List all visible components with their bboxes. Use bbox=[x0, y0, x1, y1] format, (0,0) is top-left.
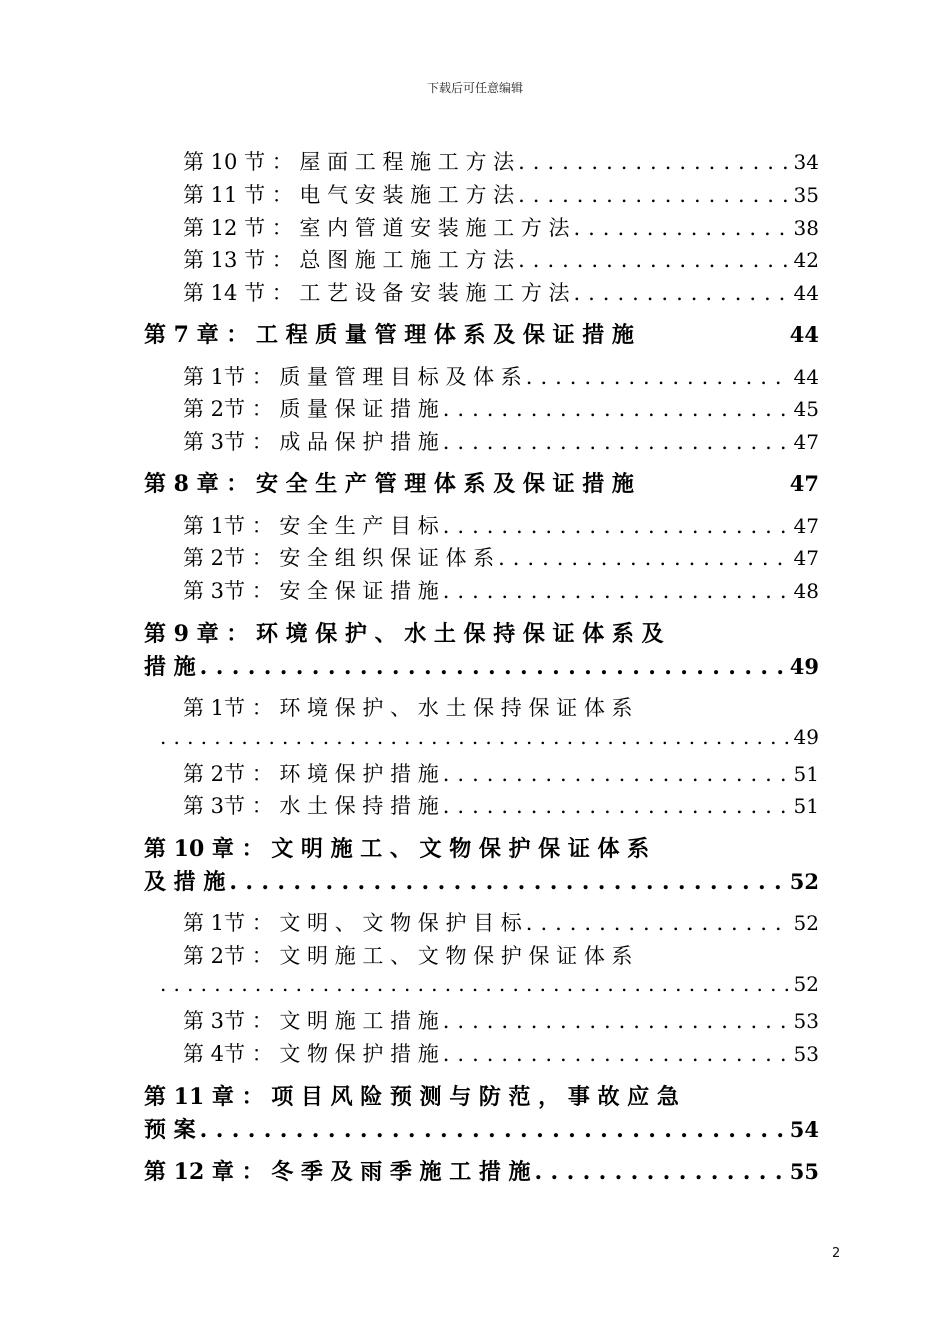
toc-entry-section[interactable] bbox=[183, 426, 819, 456]
toc-entry-section[interactable] bbox=[183, 212, 819, 242]
toc-leader-dots bbox=[229, 869, 783, 895]
toc-chapter-label: 第 10 章 ： 文 明 施 工 、 文 物 保 护 保 证 体 系 bbox=[144, 836, 650, 862]
toc-entry-label: 第 1节 ： 环 境 保 护 、 水 土 保 持 保 证 体 系 bbox=[183, 696, 633, 720]
toc-entry-chapter[interactable] bbox=[144, 617, 819, 648]
toc-entry-section[interactable] bbox=[183, 1005, 819, 1035]
toc-entry-chapter-continued[interactable] bbox=[144, 650, 819, 681]
toc-entry-section[interactable] bbox=[183, 244, 819, 274]
toc-entry-label: 第 12 节 ： 室 内 管 道 安 装 施 工 方 法 bbox=[183, 216, 570, 240]
toc-entry-section[interactable] bbox=[183, 1038, 819, 1068]
toc-leader-dots bbox=[498, 546, 787, 570]
toc-entry-label: 第 2节 ： 环 境 保 护 措 施 bbox=[183, 762, 439, 786]
toc-page-number: 47 bbox=[793, 546, 819, 570]
toc-page-number: 53 bbox=[793, 1009, 819, 1033]
toc-entry-section[interactable] bbox=[183, 361, 819, 391]
toc-page-number: 34 bbox=[793, 150, 819, 174]
toc-page-number: 49 bbox=[793, 725, 819, 749]
toc-leader-dots bbox=[443, 514, 788, 538]
toc-chapter-label: 第 7 章 ： 工 程 质 量 管 理 体 系 及 保 证 措 施 bbox=[144, 322, 634, 348]
toc-entry-chapter[interactable] bbox=[144, 467, 819, 498]
toc-entry-section[interactable] bbox=[183, 277, 819, 307]
toc-chapter-label: 第 11 章 ： 项 目 风 险 预 测 与 防 范 ， 事 故 应 急 bbox=[144, 1084, 679, 1110]
toc-entry-label: 第 1节 ： 文 明 、 文 物 保 护 目 标 bbox=[183, 911, 522, 935]
toc-leader-dots bbox=[443, 1042, 788, 1066]
page-header: 下载后可任意编辑 bbox=[426, 81, 523, 95]
toc-entry-label: 第 1节 ： 安 全 生 产 目 标 bbox=[183, 514, 439, 538]
toc-chapter-label: 第 12 章 ： 冬 季 及 雨 季 施 工 措 施 bbox=[144, 1159, 531, 1185]
toc-entry-section[interactable] bbox=[183, 790, 819, 820]
toc-leader-dots bbox=[526, 365, 788, 389]
toc-leader-dots bbox=[443, 794, 788, 818]
toc-entry-section[interactable] bbox=[183, 575, 819, 605]
toc-entry-label: 第 10 节 ： 屋 面 工 程 施 工 方 法 bbox=[183, 150, 515, 174]
toc-leader-dots bbox=[574, 216, 788, 240]
toc-chapter-label: 及 措 施 bbox=[144, 869, 226, 895]
toc-leader-dots bbox=[443, 397, 788, 421]
toc-entry-label: 第 2节 ： 安 全 组 织 保 证 体 系 bbox=[183, 546, 495, 570]
toc-entry-label: 第 3节 ： 安 全 保 证 措 施 bbox=[183, 579, 439, 603]
toc-leader-dots bbox=[518, 248, 787, 272]
toc-page-number: 44 bbox=[793, 281, 819, 305]
toc-entry-section-continued[interactable] bbox=[160, 972, 819, 996]
toc-chapter-label: 第 8 章 ： 安 全 生 产 管 理 体 系 及 保 证 措 施 bbox=[144, 471, 634, 497]
toc-entry-section[interactable] bbox=[183, 510, 819, 540]
toc-entry-section-continued[interactable] bbox=[160, 725, 819, 749]
toc-entry-section[interactable] bbox=[183, 692, 819, 722]
toc-page-number: 47 bbox=[793, 430, 819, 454]
toc-page-number: 44 bbox=[793, 365, 819, 389]
toc-leader-dots bbox=[200, 1117, 784, 1143]
toc-entry-chapter-continued[interactable] bbox=[144, 1113, 819, 1144]
toc-leader-dots bbox=[535, 1159, 784, 1185]
toc-leader-dots bbox=[526, 911, 788, 935]
toc-entry-label: 第 13 节 ： 总 图 施 工 施 工 方 法 bbox=[183, 248, 515, 272]
toc-entry-chapter[interactable] bbox=[144, 1155, 819, 1186]
toc-page-number: 35 bbox=[793, 183, 819, 207]
toc-page-number: 49 bbox=[789, 654, 819, 679]
toc-leader-dots bbox=[443, 1009, 788, 1033]
toc-page-number: 55 bbox=[789, 1159, 819, 1184]
page-number: 2 bbox=[832, 1246, 841, 1261]
toc-leader-dots bbox=[518, 150, 787, 174]
toc-entry-label: 第 14 节 ： 工 艺 设 备 安 装 施 工 方 法 bbox=[183, 281, 570, 305]
toc-entry-section[interactable] bbox=[183, 758, 819, 788]
toc-page-number: 44 bbox=[789, 322, 819, 347]
toc-page-number: 53 bbox=[793, 1042, 819, 1066]
toc-entry-label: 第 3节 ： 成 品 保 护 措 施 bbox=[183, 430, 439, 454]
toc-leader-dots bbox=[574, 281, 788, 305]
toc-page-number: 47 bbox=[793, 514, 819, 538]
toc-entry-chapter[interactable] bbox=[144, 318, 819, 349]
toc-chapter-label: 预 案 bbox=[144, 1117, 196, 1143]
toc-entry-section[interactable] bbox=[183, 542, 819, 572]
toc-leader-dots bbox=[160, 972, 794, 996]
toc-page-number: 52 bbox=[789, 869, 819, 894]
toc-entry-label: 第 11 节 ： 电 气 安 装 施 工 方 法 bbox=[183, 183, 515, 207]
toc-chapter-label: 措 施 bbox=[144, 654, 196, 680]
toc-page-number: 51 bbox=[793, 762, 819, 786]
toc-page-number: 48 bbox=[793, 579, 819, 603]
toc-entry-section[interactable] bbox=[183, 179, 819, 209]
toc-entry-section[interactable] bbox=[183, 907, 819, 937]
toc-entry-chapter[interactable] bbox=[144, 832, 819, 863]
toc-leader-dots bbox=[200, 654, 784, 680]
toc-leader-dots bbox=[443, 579, 788, 603]
toc-entry-label: 第 1节 ： 质 量 管 理 目 标 及 体 系 bbox=[183, 365, 522, 389]
toc-page-number: 52 bbox=[793, 911, 819, 935]
toc-leader-dots bbox=[160, 725, 794, 749]
toc-entry-section[interactable] bbox=[183, 146, 819, 176]
toc-page-number: 52 bbox=[793, 972, 819, 996]
toc-entry-label: 第 2节 ： 文 明 施 工 、 文 物 保 护 保 证 体 系 bbox=[183, 944, 633, 968]
toc-page-number: 42 bbox=[793, 248, 819, 272]
toc-page-number: 45 bbox=[793, 397, 819, 421]
toc-leader-dots bbox=[443, 430, 788, 454]
toc-entry-label: 第 3节 ： 水 土 保 持 措 施 bbox=[183, 794, 439, 818]
toc-entry-section[interactable] bbox=[183, 393, 819, 423]
toc-chapter-label: 第 9 章 ： 环 境 保 护 、 水 土 保 持 保 证 体 系 及 bbox=[144, 621, 664, 647]
toc-entry-chapter-continued[interactable] bbox=[144, 865, 819, 896]
toc-entry-label: 第 3节 ： 文 明 施 工 措 施 bbox=[183, 1009, 439, 1033]
toc-entry-chapter[interactable] bbox=[144, 1080, 819, 1111]
toc-entry-section[interactable] bbox=[183, 940, 819, 970]
toc-leader-dots bbox=[518, 183, 787, 207]
toc-entry-label: 第 2节 ： 质 量 保 证 措 施 bbox=[183, 397, 439, 421]
toc-page-number: 47 bbox=[789, 471, 819, 496]
toc-leader-dots bbox=[443, 762, 788, 786]
toc-entry-label: 第 4节 ： 文 物 保 护 措 施 bbox=[183, 1042, 439, 1066]
toc-page-number: 38 bbox=[793, 216, 819, 240]
toc-page-number: 51 bbox=[793, 794, 819, 818]
toc-page-number: 54 bbox=[789, 1117, 819, 1142]
